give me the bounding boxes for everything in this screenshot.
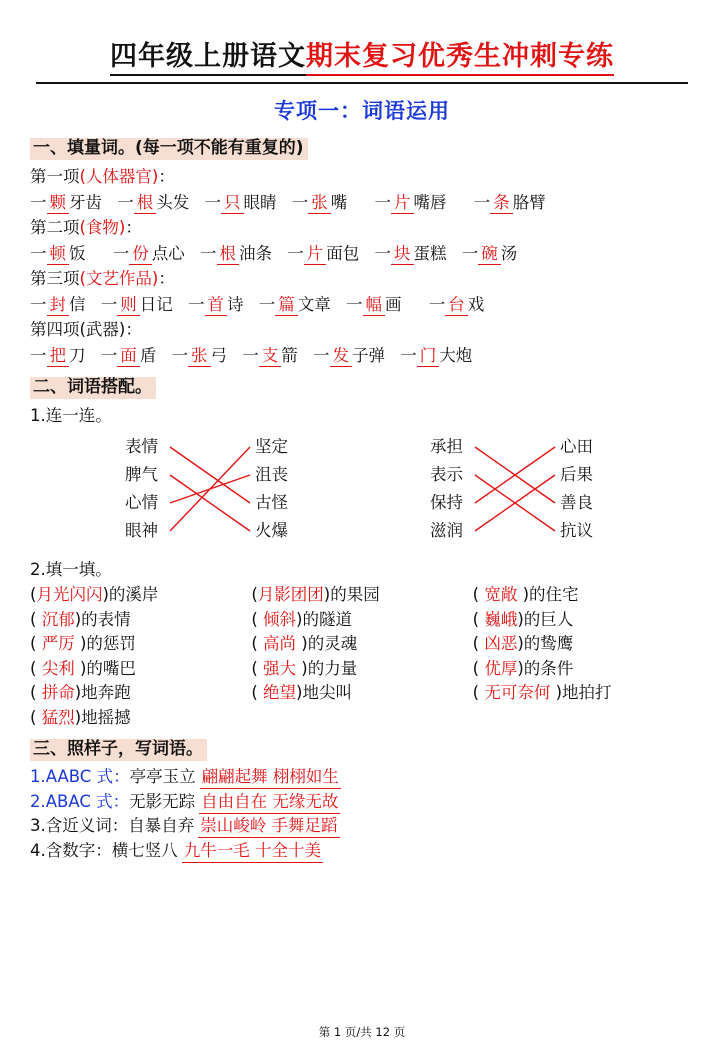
quantifier-pre: 一 — [30, 294, 47, 314]
quantifier-answer: 张 — [308, 193, 331, 214]
match-item: 善良 — [560, 492, 593, 512]
quantifier-post: 饭 — [69, 243, 86, 263]
quantifier-post: 蛋糕 — [413, 243, 447, 263]
fill-tail: 地尖叫 — [302, 683, 352, 702]
fill-in-grid — [30, 587, 694, 726]
section-1-heading: 一、填量词。(每一项不能有重复的) — [30, 138, 308, 160]
fill-answer: 绝望 — [263, 683, 297, 702]
fill-tail: 的住宅 — [529, 585, 579, 604]
quantifier-pre: 一 — [374, 243, 391, 263]
quantifier-pre: 一 — [313, 345, 330, 365]
group-label-prefix: 第一项 — [30, 167, 80, 186]
quantifier-answer: 片 — [391, 193, 414, 214]
fill-cell — [30, 685, 251, 702]
quantifier-answer: 份 — [129, 244, 152, 265]
paren-open: ( — [472, 585, 480, 604]
quantifier-post: 子弹 — [352, 345, 385, 365]
fill-row — [30, 685, 694, 702]
paren-open: ( — [251, 634, 258, 653]
fill-answer: 无可奈何 — [484, 683, 551, 702]
quantifier-post: 画 — [385, 294, 402, 314]
quantifier-answer: 把 — [47, 346, 70, 367]
quantifier-answer: 根 — [217, 244, 240, 265]
quantifier-post: 弓 — [210, 345, 227, 365]
fill-cell — [473, 636, 694, 653]
quantifier-answer: 发 — [330, 346, 353, 367]
match-right-column-1 — [255, 433, 288, 545]
matching-exercise — [30, 433, 694, 553]
sample-label: 3.含近义词： — [30, 816, 129, 835]
sample-answers: 自由自在 无缘无故 — [199, 792, 340, 814]
sample-example: 无影无踪 — [129, 791, 196, 811]
section-2-task2-label: 2.填一填。 — [30, 559, 112, 579]
fill-tail: 的灵魂 — [307, 634, 358, 653]
fill-tail: 的表情 — [81, 609, 131, 629]
section-1-group-items — [30, 294, 694, 314]
quantifier-post: 头发 — [156, 192, 190, 212]
match-right-column-2 — [560, 433, 593, 545]
quantifier-post: 油条 — [239, 243, 272, 263]
match-item: 抗议 — [560, 520, 593, 540]
fill-tail: 的溪岸 — [108, 585, 159, 604]
group-label-paren: (武器) — [79, 320, 126, 339]
fill-answer: 优厚 — [484, 658, 518, 678]
fill-cell — [473, 587, 694, 604]
match-item: 古怪 — [255, 492, 288, 512]
sample-answers: 翩翩起舞 栩栩如生 — [200, 767, 341, 789]
quantifier-pre: 一 — [428, 294, 446, 314]
page-subtitle: 专项一：词语运用 — [274, 99, 450, 123]
quantifier-post: 刀 — [69, 345, 86, 365]
quantifier-answer: 面 — [117, 346, 140, 367]
quantifier-answer: 台 — [445, 295, 468, 316]
sample-label: 1.AABC 式： — [30, 767, 130, 786]
fill-answer: 拼命 — [41, 683, 75, 702]
quantifier-pre: 一 — [200, 243, 217, 263]
quantifier-answer: 碗 — [478, 244, 501, 265]
fill-tail: 的惩罚 — [86, 634, 136, 653]
fill-cell — [251, 609, 472, 629]
fill-row — [30, 609, 694, 629]
quantifier-post: 箭 — [281, 345, 298, 365]
fill-answer: 猛烈 — [41, 707, 75, 727]
section-1-group-label — [30, 322, 694, 339]
section-2-heading: 二、词语搭配。 — [30, 377, 156, 399]
match-item: 后果 — [560, 464, 593, 484]
quantifier-answer: 支 — [259, 346, 282, 367]
paren-close: ) — [522, 585, 530, 604]
section-1-group-items — [30, 345, 694, 365]
group-label-prefix: 第四项 — [30, 320, 80, 339]
paren-close: ) — [301, 634, 308, 653]
paren-close: ) — [517, 609, 524, 629]
paren-close: ) — [517, 634, 524, 653]
quantifier-post: 日记 — [139, 294, 173, 314]
quantifier-pre: 一 — [258, 294, 276, 314]
document-page — [0, 34, 724, 1058]
fill-tail: 地摇撼 — [81, 707, 131, 727]
sample-answers: 九牛一毛 十全十美 — [182, 841, 323, 863]
fill-tail: 的果园 — [330, 585, 380, 604]
quantifier-pre: 一 — [100, 294, 118, 314]
quantifier-post: 胳臂 — [512, 192, 546, 212]
quantifier-post: 嘴唇 — [413, 192, 447, 212]
sample-row — [30, 791, 694, 811]
quantifier-pre: 一 — [30, 192, 47, 212]
fill-tail: 的力量 — [307, 658, 358, 678]
quantifier-answer: 片 — [304, 244, 327, 265]
quantifier-post: 眼睛 — [243, 192, 277, 212]
fill-answer: 宽敞 — [484, 585, 518, 604]
fill-answer: 沉郁 — [41, 609, 75, 629]
quantifier-post: 信 — [69, 294, 86, 314]
match-item: 眼神 — [125, 520, 158, 540]
quantifier-post: 戏 — [467, 294, 485, 314]
fill-cell — [251, 685, 472, 702]
group-label-suffix: ： — [158, 167, 175, 186]
paren-open: ( — [472, 609, 480, 629]
paren-close: ) — [79, 658, 87, 678]
quantifier-pre: 一 — [242, 345, 259, 365]
paren-open: ( — [30, 609, 37, 629]
document-content — [30, 125, 694, 859]
group-label-paren: (食物) — [79, 218, 126, 237]
quantifier-pre: 一 — [473, 192, 491, 212]
match-item: 保持 — [430, 492, 463, 512]
paren-open: ( — [30, 658, 37, 678]
fill-cell — [472, 658, 694, 678]
fill-tail: 的鸷鹰 — [523, 634, 574, 653]
match-item: 坚定 — [255, 436, 288, 456]
group-label-prefix: 第二项 — [30, 218, 80, 237]
quantifier-pre: 一 — [291, 192, 309, 212]
fill-row — [30, 707, 694, 727]
fill-cell — [30, 707, 251, 727]
fill-answer: 强大 — [263, 658, 297, 678]
fill-answer: 尖利 — [41, 658, 75, 678]
page-title — [0, 34, 724, 73]
fill-answer: 月影团团 — [257, 585, 324, 604]
quantifier-answer: 根 — [134, 193, 157, 214]
paren-close: ) — [296, 683, 303, 702]
paren-close: ) — [296, 609, 303, 629]
section-2-task1-label: 1.连一连。 — [30, 406, 112, 425]
paren-close: ) — [301, 658, 308, 678]
section-1-group-items — [30, 192, 694, 212]
paren-open: ( — [251, 585, 258, 604]
group-label-prefix: 第三项 — [30, 269, 80, 288]
fill-cell — [251, 587, 472, 604]
quantifier-pre: 一 — [117, 192, 134, 212]
paren-open: ( — [251, 609, 258, 629]
section-1-group-label — [30, 220, 694, 237]
quantifier-answer: 条 — [490, 193, 513, 214]
quantifier-post: 汤 — [500, 243, 518, 263]
paren-close: ) — [74, 683, 82, 702]
quantifier-pre: 一 — [30, 345, 47, 365]
quantifier-answer: 颗 — [47, 193, 70, 214]
group-label-suffix: ： — [158, 269, 175, 288]
fill-row — [30, 636, 694, 653]
quantifier-answer: 首 — [205, 295, 228, 316]
fill-answer: 月光闪闪 — [36, 585, 103, 604]
match-left-column-1 — [125, 433, 158, 545]
quantifier-answer: 门 — [417, 346, 440, 367]
sample-label: 4.含数字： — [30, 840, 112, 860]
quantifier-answer: 则 — [117, 295, 140, 316]
section-3-heading: 三、照样子，写词语。 — [30, 739, 207, 761]
section-1-group-items — [30, 243, 694, 263]
fill-tail: 地拍打 — [562, 683, 612, 702]
fill-answer: 凶恶 — [484, 634, 518, 653]
fill-cell — [473, 710, 694, 727]
fill-tail: 的隧道 — [302, 609, 352, 629]
fill-tail: 的条件 — [523, 658, 574, 678]
fill-cell — [30, 609, 251, 629]
match-item: 沮丧 — [255, 464, 288, 484]
quantifier-pre: 一 — [374, 192, 391, 212]
quantifier-post: 面包 — [326, 243, 360, 263]
paren-close: ) — [517, 658, 524, 678]
quantifier-pre: 一 — [171, 345, 188, 365]
quantifier-post: 文章 — [297, 294, 331, 314]
sample-row — [30, 769, 694, 786]
sample-example: 亭亭玉立 — [129, 767, 196, 786]
quantifier-pre: 一 — [287, 243, 304, 263]
match-item: 表情 — [125, 436, 158, 456]
quantifier-post: 诗 — [227, 294, 244, 314]
quantifier-pre: 一 — [112, 243, 130, 263]
fill-cell — [30, 636, 251, 653]
match-item: 承担 — [430, 436, 463, 456]
quantifier-pre: 一 — [400, 345, 417, 365]
fill-cell — [30, 658, 251, 678]
paren-open: ( — [472, 683, 480, 702]
match-item: 火爆 — [255, 520, 288, 540]
fill-answer: 高尚 — [263, 634, 297, 653]
fill-cell — [473, 685, 694, 702]
paren-open: ( — [472, 658, 480, 678]
paren-close: ) — [74, 707, 82, 727]
sample-example: 自暴自弃 — [128, 816, 195, 835]
quantifier-pre: 一 — [188, 294, 205, 314]
match-item: 心情 — [125, 492, 158, 512]
fill-row — [30, 587, 694, 604]
fill-tail: 的嘴巴 — [86, 658, 136, 678]
sample-example: 横七竖八 — [111, 840, 178, 860]
page-footer: 第 1 页/共 12 页 — [318, 1025, 406, 1039]
fill-row — [30, 658, 694, 678]
match-item: 滋润 — [430, 520, 463, 540]
sample-row — [30, 818, 694, 835]
quantifier-answer: 只 — [221, 193, 244, 214]
match-item: 心田 — [560, 436, 593, 456]
fill-cell — [251, 658, 472, 678]
paren-close: ) — [79, 634, 87, 653]
title-black-part: 四年级上册语文 — [110, 41, 306, 76]
match-item: 脾气 — [125, 464, 158, 484]
fill-tail: 的巨人 — [523, 609, 574, 629]
paren-open: ( — [30, 634, 37, 653]
quantifier-answer: 封 — [47, 295, 70, 316]
paren-open: ( — [30, 707, 37, 727]
section-1-group-label — [30, 271, 694, 288]
quantifier-post: 盾 — [139, 345, 157, 365]
title-red-part: 期末复习优秀生冲刺专练 — [306, 41, 614, 76]
title-divider — [36, 82, 688, 84]
paren-close: ) — [102, 585, 109, 604]
sample-row — [30, 840, 694, 860]
quantifier-post: 点心 — [151, 243, 185, 263]
fill-answer: 倾斜 — [263, 609, 297, 629]
paren-open: ( — [30, 683, 37, 702]
group-label-suffix: ： — [125, 320, 142, 339]
quantifier-answer: 块 — [391, 244, 414, 265]
fill-tail: 地奔跑 — [81, 683, 131, 702]
paren-open: ( — [251, 658, 258, 678]
fill-cell — [251, 636, 472, 653]
quantifier-post: 牙齿 — [69, 192, 102, 212]
fill-cell — [251, 710, 472, 727]
sample-label: 2.ABAC 式： — [30, 791, 130, 811]
paren-open: ( — [30, 585, 37, 604]
quantifier-answer: 篇 — [275, 295, 298, 316]
sample-answers: 崇山峻岭 手舞足蹈 — [198, 816, 339, 838]
quantifier-answer: 顿 — [47, 244, 70, 265]
quantifier-pre: 一 — [100, 345, 118, 365]
quantifier-pre: 一 — [461, 243, 479, 263]
quantifier-pre: 一 — [204, 192, 221, 212]
quantifier-post: 嘴 — [330, 192, 348, 212]
quantifier-post: 大炮 — [439, 345, 473, 365]
paren-close: ) — [323, 585, 331, 604]
fill-cell — [472, 609, 694, 629]
quantifier-pre: 一 — [346, 294, 363, 314]
paren-close: ) — [555, 683, 563, 702]
group-label-paren: (文艺作品) — [79, 269, 159, 288]
paren-close: ) — [74, 609, 82, 629]
fill-cell — [30, 587, 251, 604]
group-label-suffix: ： — [125, 218, 142, 237]
quantifier-answer: 张 — [188, 346, 211, 367]
fill-answer: 严厉 — [41, 634, 75, 653]
paren-open: ( — [251, 683, 258, 702]
quantifier-pre: 一 — [30, 243, 47, 263]
quantifier-answer: 幅 — [363, 295, 386, 316]
section-1-group-label — [30, 169, 694, 186]
match-item: 表示 — [430, 464, 463, 484]
fill-answer: 巍峨 — [484, 609, 518, 629]
paren-open: ( — [472, 634, 480, 653]
group-label-paren: (人体器官) — [79, 167, 159, 186]
match-left-column-2 — [430, 433, 463, 545]
